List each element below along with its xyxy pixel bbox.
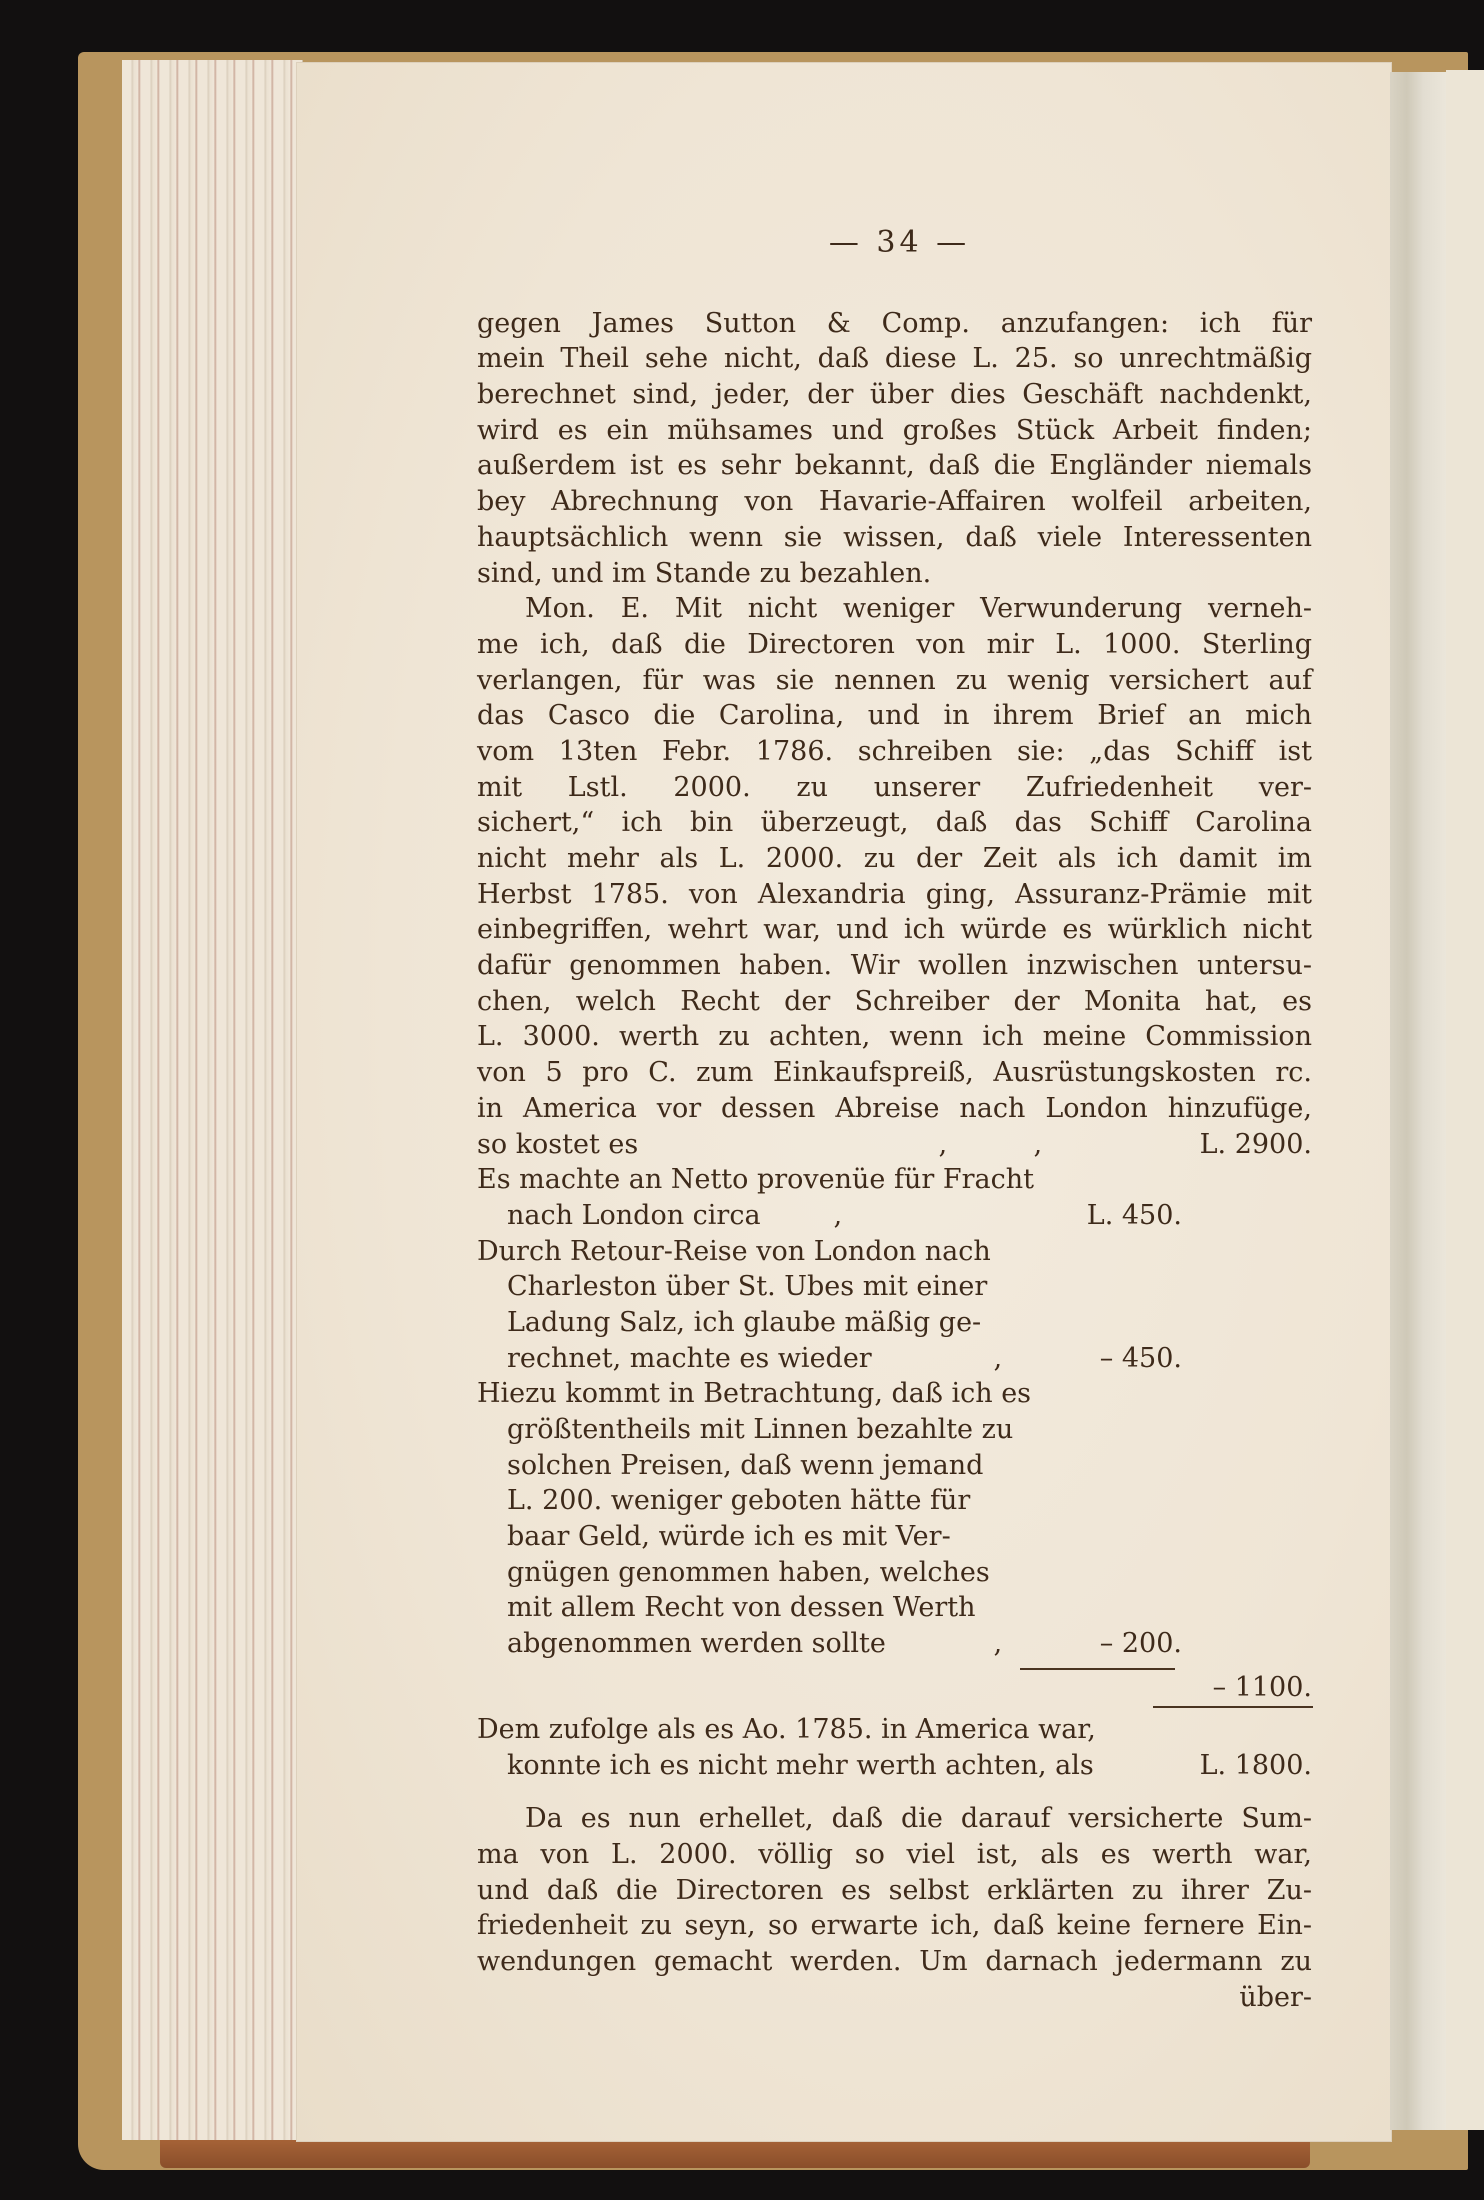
row-label: Durch Retour-Reise von London nach (477, 1235, 991, 1267)
text-line: nicht mehr als L. 2000. zu der Zeit als ich damit im (477, 843, 1312, 875)
text-line: dafür genommen haben. Wir wollen inzwischen untersu- (477, 950, 1312, 982)
table-row (477, 1519, 1312, 1555)
row-label: größtentheils mit Linnen bezahlte zu (507, 1414, 1014, 1446)
leader-mark: ‚ (938, 1128, 947, 1160)
text-line: L. 3000. werth zu achten, wenn ich meine Commission (477, 1021, 1312, 1053)
table-row (477, 1198, 1312, 1234)
table-row (477, 1448, 1312, 1484)
row-label: abgenommen werden sollte (507, 1628, 886, 1660)
text-line: Herbst 1785. von Alexandria ging, Assuranz-Prämie mit (477, 878, 1312, 910)
text-line: hauptsächlich wenn sie wissen, daß viele Interessenten (477, 521, 1312, 553)
subtotal-amount: – 1100. (1212, 1671, 1312, 1703)
text-line: mein Theil sehe nicht, daß diese L. 25. so unrechtmäßig (477, 343, 1312, 375)
row-label: L. 200. weniger geboten hätte für (507, 1485, 971, 1517)
text-line: vom 13ten Febr. 1786. schreiben sie: „das Schiff ist (477, 735, 1312, 767)
row-label: Es machte an Netto provenüe für Fracht (477, 1164, 1034, 1196)
table-row (477, 1376, 1312, 1412)
table-row (477, 1590, 1312, 1626)
text-line: friedenheit zu seyn, so erwarte ich, daß keine fernere Ein- (477, 1910, 1312, 1942)
row-label: gnügen genommen haben, welches (507, 1556, 990, 1588)
catchword: über- (1239, 1981, 1312, 2013)
text-line: Da es nun erhellet, daß die darauf versicherte Sum- (525, 1803, 1312, 1835)
row-label: baar Geld, würde ich es mit Ver- (507, 1521, 951, 1553)
page-stack-edges (122, 60, 303, 2140)
table-row (477, 1305, 1312, 1341)
sum-rule (1153, 1706, 1313, 1708)
text-line: sichert,“ ich bin überzeugt, daß das Schiff Carolina (477, 807, 1312, 839)
text-line: außerdem ist es sehr bekannt, daß die Engländer niemals (477, 450, 1312, 482)
text-line: chen, welch Recht der Schreiber der Monita hat, es (477, 985, 1312, 1017)
subtotal-block (477, 1662, 1312, 1712)
table-row (477, 1234, 1312, 1270)
row-amount: L. 450. (1086, 1199, 1182, 1231)
table-row (477, 1162, 1312, 1198)
text-line: sind, und im Stande zu bezahlen. (477, 557, 932, 589)
text-line: von 5 pro C. zum Einkaufspreiß, Ausrüstungskosten rc. (477, 1057, 1312, 1089)
text-line: in America vor dessen Abreise nach London hinzufüge, (477, 1092, 1312, 1124)
text-line: bey Abrechnung von Havarie-Affairen wolfeil arbeiten, (477, 486, 1312, 518)
text-line: das Casco die Carolina, und in ihrem Brief an mich (477, 700, 1312, 732)
sum-rule (1020, 1668, 1175, 1670)
leader-mark: ‚ (993, 1342, 1002, 1374)
table-row-result (477, 1712, 1312, 1748)
facing-page-edge (1446, 70, 1484, 2130)
row-amount: – 200. (1099, 1628, 1182, 1660)
row-label: rechnet, machte es wieder (507, 1342, 872, 1374)
page-number: — 34 — (828, 225, 971, 260)
row-label: Hiezu kommt in Betrachtung, daß ich es (477, 1378, 1032, 1410)
page-text (477, 225, 1312, 2015)
text-line: ma von L. 2000. völlig so viel ist, als es werth war, (477, 1838, 1312, 1870)
binding-gutter (1390, 72, 1446, 2130)
row-label: Charleston über St. Ubes mit einer (507, 1271, 988, 1303)
row-label: solchen Preisen, daß wenn jemand (507, 1449, 984, 1481)
row-amount: – 450. (1099, 1342, 1182, 1374)
table-row (477, 1412, 1312, 1448)
text-line: Mon. E. Mit nicht weniger Verwunderung verneh- (525, 593, 1312, 625)
row-label: konnte ich es nicht mehr werth achten, als (507, 1749, 1094, 1781)
text-line: wird es ein mühsames und großes Stück Arbeit finden; (477, 414, 1312, 446)
table-row (477, 1341, 1312, 1377)
paragraph-2 (477, 591, 1312, 1126)
table-row (477, 1483, 1312, 1519)
paragraph-3 (477, 1801, 1312, 2015)
table-row-total-cost (477, 1127, 1312, 1163)
leader-mark: ‚ (833, 1199, 842, 1231)
leader-mark: ‚ (1033, 1128, 1042, 1160)
row-label: nach London circa (507, 1199, 761, 1231)
calculation-table (477, 1127, 1312, 1784)
text-line: einbegriffen, wehrt war, und ich würde es würklich nicht (477, 914, 1312, 946)
text-line: gegen James Sutton & Comp. anzufangen: ich für (477, 307, 1312, 339)
table-row (477, 1269, 1312, 1305)
row-label: mit allem Recht von dessen Werth (507, 1592, 976, 1624)
result-amount: L. 1800. (1199, 1749, 1312, 1781)
text-line: verlangen, für was sie nennen zu wenig versichert auf (477, 664, 1312, 696)
table-row (477, 1626, 1312, 1662)
row-label: Ladung Salz, ich glaube mäßig ge- (507, 1306, 982, 1338)
text-line: und daß die Directoren es selbst erklärten zu ihrer Zu- (477, 1874, 1312, 1906)
text-line: berechnet sind, jeder, der über dies Geschäft nachdenkt, (477, 379, 1312, 411)
row-label: Dem zufolge als es Ao. 1785. in America war, (477, 1713, 1096, 1745)
text-line: me ich, daß die Directoren von mir L. 1000. Sterling (477, 628, 1312, 660)
leader-mark: ‚ (993, 1628, 1002, 1660)
row-amount: L. 2900. (1199, 1128, 1312, 1160)
table-row (477, 1555, 1312, 1591)
text-line: mit Lstl. 2000. zu unserer Zufriedenheit ver- (477, 771, 1312, 803)
table-row-result (477, 1748, 1312, 1784)
paragraph-1 (477, 306, 1312, 592)
row-label: so kostet es (477, 1128, 639, 1160)
text-line: wendungen gemacht werden. Um darnach jedermann zu (477, 1945, 1312, 1977)
